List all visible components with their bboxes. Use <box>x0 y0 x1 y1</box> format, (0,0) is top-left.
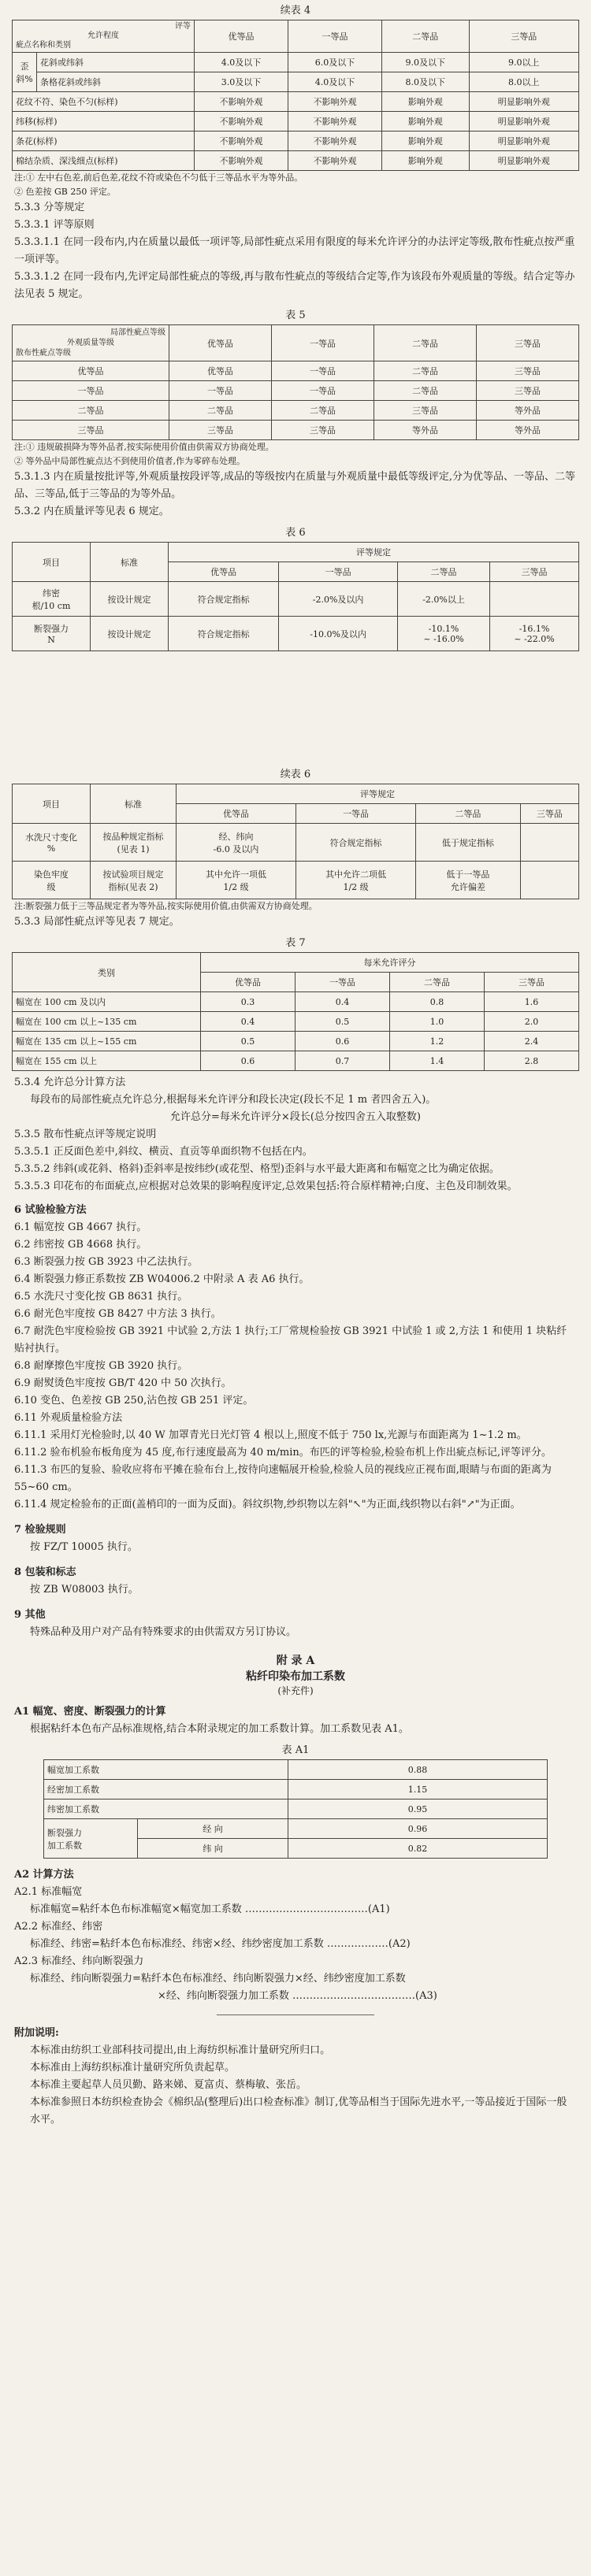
table7-cell: 幅宽在 100 cm 以上~135 cm <box>13 1012 201 1032</box>
section-text: 5.3.3.1.2 在同一段布内,先评定局部性疵点的等级,再与散布性疵点的等级结合定等,作为该段布外观质量的等级。结合定等办法见表 5 规定。 <box>14 271 575 300</box>
table5-cell: 二等品 <box>374 361 477 381</box>
section-text: 6.9 耐熨烫色牢度按 GB/T 420 中 50 次执行。 <box>14 1377 232 1389</box>
table5-cell: 优等品 <box>169 361 272 381</box>
appendix-note: (补充件) <box>277 1685 314 1696</box>
section-text: 特殊品种及用户对产品有特殊要求的由供需双方另订协议。 <box>30 1626 297 1638</box>
tableA1-cell: 0.96 <box>288 1819 548 1839</box>
addendum-line: 本标准由纺织工业部科技司提出,由上海纺织标准计量研究所归口。 <box>30 2044 331 2056</box>
table4-note: ② 色差按 GB 250 评定。 <box>14 187 116 197</box>
section-text: 5.3.5.2 纬斜(或花斜、格斜)歪斜率是按纬纱(或花型、格型)歪斜与水平最大距离和布幅宽之比为确定依据。 <box>14 1163 500 1175</box>
table6b-cell: 按试验项目规定 指标(见表 2) <box>91 862 177 899</box>
section-text: 按 FZ/T 10005 执行。 <box>30 1541 138 1553</box>
addendum-line: 本标准由上海纺织标准计量研究所负责起草。 <box>30 2062 236 2074</box>
table5-cell: 一等品 <box>13 381 169 401</box>
table6b-cell: 其中允许一项低 1/2 级 <box>177 862 296 899</box>
section-text: 根据粘纤本色布产品标准规格,结合本附录规定的加工系数计算。加工系数见表 A1。 <box>30 1723 409 1735</box>
table7-cell: 1.0 <box>390 1012 485 1032</box>
table7-col: 一等品 <box>296 973 390 992</box>
table5-cell: 三等品 <box>272 421 374 440</box>
table4-cell: 影响外观 <box>381 151 469 171</box>
table6-cell: 按设计规定 <box>91 617 169 651</box>
table6-cell: 断裂强力 N <box>13 617 91 651</box>
section-text: 5.3.5.1 正反面色差中,斜纹、横贡、直贡等单面织物不包括在内。 <box>14 1146 313 1158</box>
table6-cell: 符合规定指标 <box>169 582 279 617</box>
table4-cell: 不影响外观 <box>195 132 288 151</box>
tableA1-caption: 表 A1 <box>281 1744 310 1756</box>
table6-cell: -10.0%及以内 <box>279 617 398 651</box>
table7-col: 二等品 <box>390 973 485 992</box>
table7-cell: 0.7 <box>296 1051 390 1071</box>
table5-note: 注:① 违规破损降为等外品者,按实际使用价值由供需双方协商处理。 <box>14 442 274 452</box>
table6b-cell <box>520 824 578 862</box>
table4-cell: 影响外观 <box>381 112 469 132</box>
divider <box>217 2014 374 2015</box>
tableA1-cell: 经 向 <box>138 1819 288 1839</box>
table5-col: 优等品 <box>169 325 272 361</box>
table4-cell: 3.0及以下 <box>195 72 288 92</box>
table5-cell: 二等品 <box>169 401 272 421</box>
tableA1-cell: 0.88 <box>288 1760 548 1780</box>
table4 <box>12 20 579 171</box>
table6-col: 一等品 <box>279 562 398 582</box>
table4-cell: 棉结杂质、深浅细点(标样) <box>13 151 195 171</box>
tableA1-cell: 纬 向 <box>138 1839 288 1859</box>
table5-header-ext: 外观质量等级 <box>67 339 114 347</box>
section-text: 每段布的局部性疵点允许总分,根据每米允许评分和段长决定(段长不足 1 m 者四舍五入)。 <box>30 1094 437 1106</box>
section-text: 6.8 耐摩擦色牢度按 GB 3920 执行。 <box>14 1360 188 1372</box>
table6-header-item: 项目 <box>13 543 91 582</box>
table5-cell: 等外品 <box>477 421 579 440</box>
section-text: A2.1 标准幅宽 <box>14 1886 83 1898</box>
table6b-cell <box>520 862 578 899</box>
table4-cell: 花纹不符、染色不匀(标样) <box>13 92 195 112</box>
section-heading: 6 试验检验方法 <box>14 1204 87 1216</box>
tableA1-cell: 0.82 <box>288 1839 548 1859</box>
table5-cell: 等外品 <box>477 401 579 421</box>
table6-cell: 纬密 根/10 cm <box>13 582 91 617</box>
table6b-cell: 水洗尺寸变化 % <box>13 824 91 862</box>
table5-cell: 三等品 <box>477 361 579 381</box>
table6b-col: 一等品 <box>296 804 416 824</box>
table7-cell: 2.0 <box>485 1012 579 1032</box>
table7-cell: 0.6 <box>201 1051 296 1071</box>
table6b-cell: 低于规定指标 <box>416 824 521 862</box>
table7-header-cat: 类别 <box>13 953 201 992</box>
section-heading: A2 计算方法 <box>14 1869 74 1881</box>
table4-cell: 花斜或纬斜 <box>37 53 195 72</box>
table6-cell: 按设计规定 <box>91 582 169 617</box>
appendix-subtitle: 粘纤印染布加工系数 <box>246 1670 345 1683</box>
table6b <box>12 784 579 899</box>
section-text: 6.7 耐洗色牢度检验按 GB 3921 中试验 2,方法 1 执行;工厂常规检验按 GB 3921 中试验 1 或 2,方法 1 和使用 1 块粘纤贴衬执行。 <box>14 1325 567 1355</box>
table7-cell: 0.3 <box>201 992 296 1012</box>
tableA1 <box>43 1759 548 1859</box>
table4-col: 优等品 <box>195 20 288 53</box>
table6-header-std: 标准 <box>91 543 169 582</box>
table6b-note: 注:断裂强力低于三等品规定者为等外品,按实际使用价值,由供需双方协商处理。 <box>14 901 318 911</box>
table6-cell: -16.1% ~ -22.0% <box>490 617 579 651</box>
table6b-col: 三等品 <box>520 804 578 824</box>
table7-cell: 2.4 <box>485 1032 579 1051</box>
table5-cell: 二等品 <box>272 401 374 421</box>
table7-cell: 幅宽在 135 cm 以上~155 cm <box>13 1032 201 1051</box>
table4-header-grade: 评等 <box>175 22 191 31</box>
table6-col: 二等品 <box>397 562 489 582</box>
table4-col: 二等品 <box>381 20 469 53</box>
table4-header-defect: 疵点名称和类别 <box>16 41 71 50</box>
table7-caption: 表 7 <box>285 937 306 949</box>
section-text: 6.1 幅宽按 GB 4667 执行。 <box>14 1221 147 1233</box>
table6b-cell: 其中允许二项低 1/2 级 <box>296 862 416 899</box>
section-text: A2.3 标准经、纬向断裂强力 <box>14 1955 144 1967</box>
table6-col: 优等品 <box>169 562 279 582</box>
table4-cell: 条格花斜或纬斜 <box>37 72 195 92</box>
page-section-2 <box>0 756 591 2576</box>
table6 <box>12 542 579 651</box>
table7-cell: 1.2 <box>390 1032 485 1051</box>
table6-cell: -2.0%以上 <box>397 582 489 617</box>
section-text: 5.3.5 散布性疵点评等规定说明 <box>14 1129 157 1140</box>
table4-cell: 不影响外观 <box>288 112 381 132</box>
tableA1-cell: 经密加工系数 <box>44 1780 288 1799</box>
section-text: 6.11.3 布匹的复验、验收应将布平摊在验布台上,按待向速幅展开检验,检验人员的视线应正视布面,眼睛与布面的距离为 55~60 cm。 <box>14 1464 552 1493</box>
table6b-cell: 经、纬向 -6.0 及以内 <box>177 824 296 862</box>
table4-caption: 续表 4 <box>280 5 311 17</box>
table4-cell: 9.0及以下 <box>381 53 469 72</box>
tableA1-cell: 1.15 <box>288 1780 548 1799</box>
table5-col: 三等品 <box>477 325 579 361</box>
table7-cell: 0.4 <box>296 992 390 1012</box>
section-text: 6.5 水洗尺寸变化按 GB 8631 执行。 <box>14 1291 188 1303</box>
section-text: 5.3.5.3 印花布的布面疵点,应根据对总效果的影响程度评定,总效果包括:符合原样精神;白度、主色及印制效果。 <box>14 1181 518 1192</box>
table5-cell: 一等品 <box>272 381 374 401</box>
section-heading: A1 幅宽、密度、断裂强力的计算 <box>14 1706 166 1718</box>
section-text: 6.11.4 规定检验布的正面(盖梢印的一面为反面)。斜纹织物,纱织物以左斜"↖"为正面,线织物以右斜"↗"为正面。 <box>14 1499 521 1510</box>
addendum-line: 本标准主要起草人员贝勤、路来娣、夏富贞、蔡梅敏、张岳。 <box>30 2079 307 2091</box>
section-text: 6.3 断裂强力按 GB 3923 中乙法执行。 <box>14 1256 199 1268</box>
table5-cell: 等外品 <box>374 421 477 440</box>
table7-cell: 1.4 <box>390 1051 485 1071</box>
table4-cell: 6.0及以下 <box>288 53 381 72</box>
table4-cell: 纬移(标样) <box>13 112 195 132</box>
table4-col: 三等品 <box>469 20 578 53</box>
table7-cell: 幅宽在 155 cm 以上 <box>13 1051 201 1071</box>
table6b-cell: 染色牢度 级 <box>13 862 91 899</box>
table4-cell: 明显影响外观 <box>469 112 578 132</box>
section-text: 6.4 断裂强力修正系数按 ZB W04006.2 中附录 A 表 A6 执行。 <box>14 1273 310 1285</box>
page-section-1 <box>0 0 591 756</box>
table4-cell: 明显影响外观 <box>469 151 578 171</box>
formula: 标准经、纬向断裂强力=粘纤本色布标准经、纬向断裂强力×经、纬纱密度加工系数 <box>30 1973 406 1985</box>
table4-cell: 影响外观 <box>381 92 469 112</box>
table7-cell: 1.6 <box>485 992 579 1012</box>
formula: 标准幅宽=粘纤本色布标准幅宽×幅宽加工系数 ………………………………(A1) <box>30 1903 390 1915</box>
table4-cell: 条花(标样) <box>13 132 195 151</box>
table5-col: 一等品 <box>272 325 374 361</box>
section-text: 5.3.3.1.1 在同一段布内,内在质量以最低一项评等,局部性疵点采用有限度的每米允许评分的办法评定等级,散布性疵点按严重一项评等。 <box>14 236 575 265</box>
section-text: 5.3.3 局部性疵点评等见表 7 规定。 <box>14 916 180 928</box>
tableA1-cell: 0.95 <box>288 1799 548 1819</box>
section-heading: 8 包装和标志 <box>14 1566 76 1578</box>
table4-header-corner <box>13 20 195 53</box>
formula: 允许总分=每米允许评分×段长(总分按四舍五入取整数) <box>170 1111 421 1123</box>
section-text: 5.3.2 内在质量评等见表 6 规定。 <box>14 506 169 517</box>
table4-group-label: 歪斜% <box>13 53 37 92</box>
addendum-title: 附加说明: <box>14 2027 59 2039</box>
table4-note: 注:① 左中右色差,前后色差,花纹不符或染色不匀低于三等品水平为等外品。 <box>14 172 303 183</box>
table6-cell: 符合规定指标 <box>169 617 279 651</box>
table7-header-score: 每米允许评分 <box>201 953 579 973</box>
section-text: A2.2 标准经、纬密 <box>14 1921 103 1933</box>
section-text: 6.11.2 验布机验布板角度为 45 度,布行速度最高为 40 m/min。布匹的评等检验,检验布机上作出疵点标记,评等评分。 <box>14 1447 552 1458</box>
table6b-cell: 符合规定指标 <box>296 824 416 862</box>
table6-cell: -2.0%及以内 <box>279 582 398 617</box>
section-text: 5.3.1.3 内在质量按批评等,外观质量按段评等,成品的等级按内在质量与外观质量中最低等级评定,分为优等品、一等品、二等品、三等品,低于三等品的为等外品。 <box>14 471 576 500</box>
table6-header-rule: 评等规定 <box>169 543 579 562</box>
table4-cell: 4.0及以下 <box>195 53 288 72</box>
section-text: 5.3.3.1 评等原则 <box>14 219 95 231</box>
table6b-header-rule: 评等规定 <box>177 784 579 804</box>
table5-cell: 一等品 <box>169 381 272 401</box>
table5-cell: 优等品 <box>13 361 169 381</box>
table5-cell: 一等品 <box>272 361 374 381</box>
table6-caption: 表 6 <box>285 527 306 539</box>
table4-cell: 不影响外观 <box>288 92 381 112</box>
table5-cell: 三等品 <box>374 401 477 421</box>
table7-cell: 0.5 <box>296 1012 390 1032</box>
table6b-header-item: 项目 <box>13 784 91 824</box>
table7-cell: 0.6 <box>296 1032 390 1051</box>
table7 <box>12 952 579 1071</box>
table4-cell: 不影响外观 <box>195 112 288 132</box>
section-text: 6.10 变色、色差按 GB 250,沾色按 GB 251 评定。 <box>14 1395 254 1407</box>
section-text: 6.11.1 采用灯光检验时,以 40 W 加罩青光日光灯管 4 根以上,照度不低于 750 lx,光源与布面距离为 1~1.2 m。 <box>14 1429 527 1441</box>
table4-cell: 不影响外观 <box>288 151 381 171</box>
table6b-cell: 按品种规定指标 (见表 1) <box>91 824 177 862</box>
table7-cell: 0.8 <box>390 992 485 1012</box>
formula: ×经、纬向断裂强力加工系数 ………………………………(A3) <box>158 1990 437 2002</box>
table4-cell: 明显影响外观 <box>469 92 578 112</box>
table7-cell: 0.5 <box>201 1032 296 1051</box>
table7-col: 三等品 <box>485 973 579 992</box>
table5-note: ② 等外品中局部性疵点达不到使用价值者,作为零碎布处理。 <box>14 456 245 466</box>
table5-cell: 三等品 <box>13 421 169 440</box>
tableA1-cell: 断裂强力 加工系数 <box>44 1819 138 1859</box>
table7-cell: 幅宽在 100 cm 及以内 <box>13 992 201 1012</box>
table4-cell: 影响外观 <box>381 132 469 151</box>
table6-col: 三等品 <box>490 562 579 582</box>
table5-cell: 二等品 <box>374 381 477 401</box>
table6b-header-std: 标准 <box>91 784 177 824</box>
section-text: 6.2 纬密按 GB 4668 执行。 <box>14 1239 147 1251</box>
table4-col: 一等品 <box>288 20 381 53</box>
table6b-cell: 低于一等品 允许偏差 <box>416 862 521 899</box>
table4-header-tol: 允许程度 <box>87 32 119 40</box>
table6-cell: -10.1% ~ -16.0% <box>397 617 489 651</box>
table4-cell: 4.0及以下 <box>288 72 381 92</box>
table5-cell: 二等品 <box>13 401 169 421</box>
table4-cell: 不影响外观 <box>195 92 288 112</box>
section-text: 按 ZB W08003 执行。 <box>30 1584 139 1596</box>
section-text: 5.3.3 分等规定 <box>14 202 85 213</box>
section-text: 5.3.4 允许总分计算方法 <box>14 1077 126 1088</box>
section-text: 6.11 外观质量检验方法 <box>14 1412 123 1424</box>
table4-cell: 9.0以上 <box>469 53 578 72</box>
table5 <box>12 324 579 440</box>
formula: 标准经、纬密=粘纤本色布标准经、纬密×经、纬纱密度加工系数 ………………(A2) <box>30 1938 411 1950</box>
table6b-col: 优等品 <box>177 804 296 824</box>
table4-cell: 8.0以上 <box>469 72 578 92</box>
table5-col: 二等品 <box>374 325 477 361</box>
appendix-title: 附 录 A <box>276 1655 315 1667</box>
tableA1-cell: 幅宽加工系数 <box>44 1760 288 1780</box>
section-heading: 7 检验规则 <box>14 1524 66 1536</box>
section-text: 6.6 耐光色牢度按 GB 8427 中方法 3 执行。 <box>14 1308 221 1320</box>
table5-cell: 三等品 <box>477 381 579 401</box>
table6b-col: 二等品 <box>416 804 521 824</box>
table7-col: 优等品 <box>201 973 296 992</box>
table5-header-corner <box>13 325 169 361</box>
table4-cell: 不影响外观 <box>288 132 381 151</box>
table6b-caption: 续表 6 <box>280 769 311 780</box>
tableA1-cell: 纬密加工系数 <box>44 1799 288 1819</box>
table4-cell: 明显影响外观 <box>469 132 578 151</box>
table5-header-scatter: 散布性疵点等级 <box>16 349 71 358</box>
table4-cell: 不影响外观 <box>195 151 288 171</box>
table6-cell <box>490 582 579 617</box>
table5-cell: 三等品 <box>169 421 272 440</box>
table7-cell: 0.4 <box>201 1012 296 1032</box>
table5-caption: 表 5 <box>285 309 306 321</box>
table4-cell: 8.0及以下 <box>381 72 469 92</box>
addendum-line: 本标准参照日本纺织检查协会《棉织品(整理后)出口检查标准》制订,优等品相当于国际先进水平,一等品接近于国际一般水平。 <box>30 2096 567 2126</box>
table5-header-local: 局部性疵点等级 <box>110 328 165 337</box>
table7-cell: 2.8 <box>485 1051 579 1071</box>
section-heading: 9 其他 <box>14 1609 46 1621</box>
